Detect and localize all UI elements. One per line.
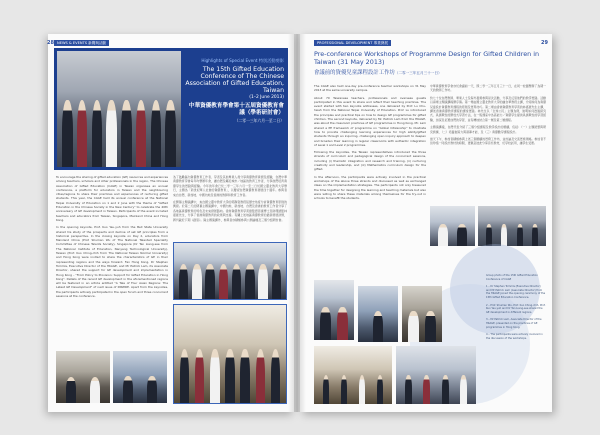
speaker-photo-1 — [56, 351, 110, 403]
caption-item: 2 – Prof. Shuman Wu, Prof. Kuo Ching-chih, Prof. Kuo Yau-yuh and Dr Tan Liang-see shared the GE development in different regions. — [486, 303, 546, 314]
photo-captions — [486, 274, 546, 344]
right-english-column — [314, 84, 426, 274]
caption-item: Group photo of the 15th Gifted Education Conference of CAGE — [486, 274, 538, 281]
speaker-photo-2 — [113, 351, 167, 403]
left-english-column — [56, 175, 168, 347]
right-chinese-column — [430, 84, 546, 202]
banner-date-zh: （二零一三年六月一至二日） — [234, 118, 284, 123]
right-zh-paragraph: 主題演講後，台灣代表介紹了三個分組課程及教學設計的範疇，包括：（一）主題統整與研究訓練、（二）培養創造力與領導才能、及（三）資優數學課程設計。 — [430, 125, 546, 134]
banner-date-en: (1–2 June 2013) — [249, 95, 284, 100]
workshop-photo-1 — [430, 206, 475, 246]
left-zh-paragraph: 為了鼓勵區內資優教育工作者、學者及其他專業人員分享資優教育資源及經驗，台灣中華資優教育學會每年均舉辦年會，讓台灣及鄰近城市／地區的教育工作者，分享他們培育資優學生的實踐與經驗。今年的年會已於二零一三年六月一至二日於國立臺北教育大學舉行，主題為「新世紀華人社會的資優教育」，以慶祝台灣資優教育發展四十週年。參與者來自台灣、新加坡、中國內地及香港的教師和教育工作者。 — [173, 175, 287, 197]
workshop-photo-2 — [478, 206, 546, 246]
right-en-paragraph: In the afternoon, the participants were actively involved in the practical workshops of the above three strands and discussed as well as exchanged ideas on the implementation strategies. The participants not only treasured the time together for designing the learning and teaching materials but also were willing to share these materials among themselves for the try-out in schools to benefit the students. — [314, 174, 426, 201]
workshop-photo-3 — [314, 280, 354, 340]
workshop-title-en: Pre-conference Workshops of Programme Design for Gifted Children in Taiwan — [314, 50, 540, 66]
workshop-photo-7 — [396, 346, 476, 404]
left-chinese-column — [173, 175, 287, 239]
right-en-paragraph: About 70 Taiwanese teachers, professionals and overseas guests participated in this event to share and reflect their teaching practices. The event started with two keynote addresses, one delivered by Prof. Lu Chu-hsiah from the National Taipei University of Education. Prof. Lu introduced the principles and practical tips on how to design GE programmes for gifted children. The second keynote, delivered by Mr. Patrick Lam from the HKAGE, was about the classroom practices of GE programmes in Hong Kong. Mr. Lam shared a PE framework of programme on "Global Citizenship" to illustrate how to provide challenging learning experiences for high ability/gifted students through an inquiring, challenging open inquiry approach to deepen and broaden their learning in regular classrooms with authentic integration of Level 1 and Level 2 programmes. — [314, 95, 426, 147]
caption-item: 3 – Mr Patrick Lam, Associate Director of the HKAGE, presented on the practices of GE programmes in Hong Kong. — [486, 318, 542, 329]
right-zh-paragraph: 約七十位台灣教師、專業人士及海外嘉賓參與是次活動，分享及反思他們的教學實踐。活動以兩場主題演講揭開序幕。第一場由國立臺北教育大學的盧台華教授主講，介紹如何為資優兒童設計資優教育課程的原則及實用技巧。第二場由香港資優教育學苑的林嘉豪先生主講，講述香港資優教育課程的課堂實踐。林先生以「全球公民」主題為例，說明如何透過探究式、具挑戰性的開放式學習方法，在一般課室中為高能力／資優學生提供具挑戰性的學習經驗，加深及拓寬他們的學習，並有機地結合第一層及第二層課程。 — [430, 95, 546, 122]
left-page — [48, 34, 294, 412]
right-section-tag: PROFESSIONAL DEVELOPMENT 專業發展 — [314, 40, 391, 46]
right-page — [300, 34, 552, 412]
banner-title-zh: 中華資優教育學會第十五屆資優教育會議（學術研討會） — [188, 103, 284, 116]
workshop-title — [314, 51, 544, 76]
workshop-photo-4 — [358, 286, 398, 342]
keynote-group-photo — [173, 242, 287, 300]
right-en-paragraph: Following the keynotes, the Taiwan representatives introduced the three strands of curriculum and pedagogical design of the concurrent sessions, including (i) thematic integration and research and training, (ii) nurturing creativity and leadership, and (iii) Mathematics curriculum design for the gifted. — [314, 150, 426, 172]
banner-title-block — [184, 58, 284, 124]
left-page-number: 28 — [47, 40, 54, 46]
conference-group-photo — [57, 51, 181, 167]
right-en-paragraph: The CAGE also held one-day pre-conference teacher workshops on 31 May 2013 at the same university campus. — [314, 84, 426, 93]
workshop-photo-6 — [314, 346, 392, 404]
conference-banner — [54, 48, 288, 170]
left-zh-paragraph: 在開幕主題演講中，來自國立臺中教育大學的郭靜姿教授從歷史角度分析資優教育原則的興衰。於第二天的閉幕主題演講中，中國內地、新加坡、台灣及香港的教育工作者分享了各地區資優教育的特色及未來發展路向。香港資優教育學苑總監譚思康博士及助理總監林嘉豪先生，分享了香港資優教育的政策與支援。有關上述地區資優教育的最新發展詳情，將刊載於下期《啟思》。除主題演講外，參與者亦積極參與公開論壇及三個分組研討會。 — [173, 200, 287, 222]
right-page-number: 29 — [541, 40, 548, 46]
left-en-paragraph: To encourage the sharing of gifted education (GE) resources and experiences among teachers, scholars and other professionals in the region, The Chinese Association of Gifted Education (CAGE) in Taiwan organises an annual conference, a platform for educators in Taiwan and the neighbouring cities/regions to share their practices and experiences of nurturing gifted students. This year, the CAGE held its annual conference at the National Taipei University of Education on 1 and 2 June with the theme of "Gifted Education in the Chinese Society in the New Century" to celebrate the 40th anniversary of GE development in Taiwan. Participants of the event included teachers and educators from Taiwan, Singapore, Mainland China and Hong Kong. — [56, 175, 168, 222]
left-section-tag: NEWS & EVENTS 新聞與活動 — [54, 40, 109, 46]
workshop-photo-5 — [402, 286, 442, 342]
caption-item: 1 – Dr Stephen Tommis (Executive Director) and Mr Patrick Lam (Associate Director) from the HKAGE joined the opening ceremony of the 15th Gifted Education Conference. — [486, 285, 546, 299]
banner-title-en: The 15th Gifted Education Conference of The Chinese Association of Gifted Education, Taiwan — [185, 66, 284, 94]
right-zh-paragraph: 中華資優教育學會亦於會議前一天，即二零一三年五月三十一日，在同一校園舉辦了為期一天的教師工作坊。 — [430, 84, 546, 93]
left-en-paragraph: In the opening keynote, Prof. Kuo Yau-yuh from the Bell State University shared his study of the prospects and decline of set GE principles from a historical perspective. In the closing keynote on Day 2, educators from Mainland China (Prof. Shuman Wu of The National Talented Speciality Committee of Chinese Talents Society), Singapore (Dr Tan Liang-see from The National Institute of Education, Nanyang Technological University), Taiwan (Prof. Kuo Ching-chih from The National Taiwan Normal University) and Hong Kong were invited to share the characteristics of GE in their representing regions and the ways forward. Fan Hong Kong, Dr Stephen Tommis, Executive Director of the HKAGE, and Mr Patrick Lam, its Associate Director, shared the support for GE development and implementation in Hong Kong – "From Policy to Provision: Support for Gifted Education in Hong Kong". Details of the recent GE development in the aforementioned regions will be featured in an article entitled "A Tale of Four Asian Regions: The Latest GE Development" of next issue of INSPIRE. Apart from the keynotes, the participants actively participated in the open forum and three concurrent sessions at the conference. — [56, 225, 168, 299]
right-zh-paragraph: 當天下午，參加者積極參與上述三個範疇的實務工作坊，並討論及交流實施策略。參加者不但珍惜一同設計教材的時間，更樂意彼此分享這些教材，於學校試用，讓學生受惠。 — [430, 137, 546, 146]
workshop-title-zh: 會議前的資優兒童課程設計工作坊 — [314, 70, 395, 77]
guests-group-photo — [173, 304, 287, 404]
caption-item: 4 – The participants were actively involved in the discussion of the workshops. — [486, 333, 543, 340]
banner-highlight: Highlights of Special Event 特別活動剪影 — [201, 58, 284, 63]
book-gutter — [288, 34, 306, 412]
workshop-date-en: (31 May 2013) — [337, 57, 385, 66]
workshop-date-zh: （二零一三年五月三十一日） — [394, 71, 442, 76]
